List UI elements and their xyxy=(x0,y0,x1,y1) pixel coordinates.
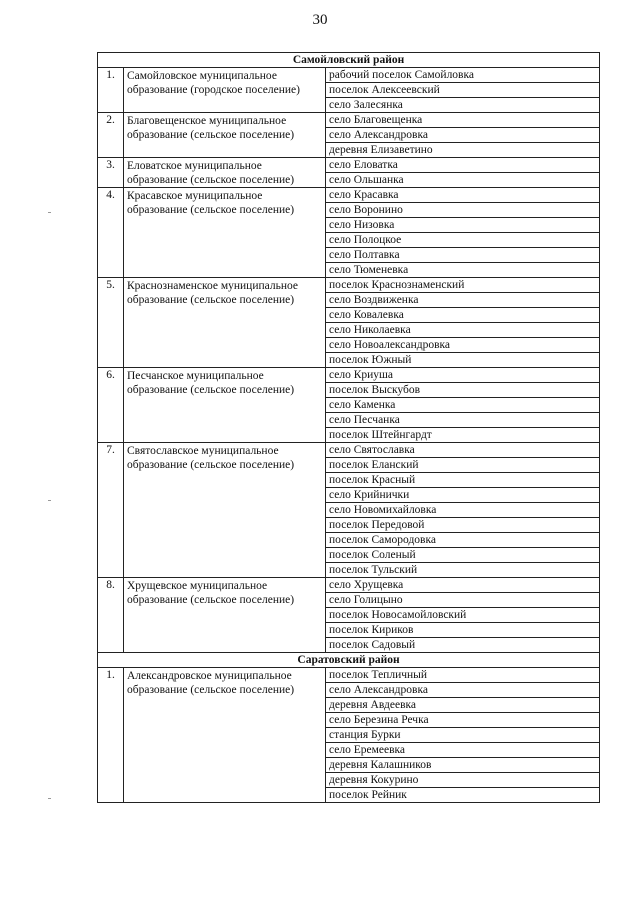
municipality-name: Хрущевское муниципальное образование (сельское поселение) xyxy=(124,578,326,653)
settlement-name: село Полоцкое xyxy=(326,233,600,248)
settlement-name: село Новомихайловка xyxy=(326,503,600,518)
table-row xyxy=(98,368,600,383)
settlement-name: станция Бурки xyxy=(326,728,600,743)
settlement-name: село Голицыно xyxy=(326,593,600,608)
settlement-name: поселок Южный xyxy=(326,353,600,368)
row-number: 7. xyxy=(98,443,124,578)
row-number: 6. xyxy=(98,368,124,443)
row-number: 1. xyxy=(98,68,124,113)
settlement-name: поселок Тепличный xyxy=(326,668,600,683)
settlement-name: поселок Соленый xyxy=(326,548,600,563)
table-row xyxy=(98,668,600,683)
municipality-name: Красавское муниципальное образование (сельское поселение) xyxy=(124,188,326,278)
scan-mark xyxy=(48,212,51,213)
row-number: 2. xyxy=(98,113,124,158)
settlement-name: село Николаевка xyxy=(326,323,600,338)
municipality-name: Александровское муниципальное образование (сельское поселение) xyxy=(124,668,326,803)
settlement-name: поселок Краснознаменский xyxy=(326,278,600,293)
municipality-name: Благовещенское муниципальное образование (сельское поселение) xyxy=(124,113,326,158)
settlement-name: поселок Выскубов xyxy=(326,383,600,398)
municipality-name: Еловатское муниципальное образование (сельское поселение) xyxy=(124,158,326,188)
district-header-row xyxy=(98,653,600,668)
settlement-name: село Воздвиженка xyxy=(326,293,600,308)
settlement-name: деревня Авдеевка xyxy=(326,698,600,713)
settlement-name: село Еловатка xyxy=(326,158,600,173)
settlement-name: село Березина Речка xyxy=(326,713,600,728)
district-name: Саратовский район xyxy=(98,653,600,668)
row-number: 3. xyxy=(98,158,124,188)
settlement-name: село Благовещенка xyxy=(326,113,600,128)
district-header-row xyxy=(98,53,600,68)
settlement-name: деревня Калашников xyxy=(326,758,600,773)
settlement-name: поселок Штейнгардт xyxy=(326,428,600,443)
table-row xyxy=(98,443,600,458)
settlement-name: рабочий поселок Самойловка xyxy=(326,68,600,83)
settlements-table xyxy=(97,52,600,803)
row-number: 8. xyxy=(98,578,124,653)
settlement-name: село Новоалександровка xyxy=(326,338,600,353)
municipality-name: Краснознаменское муниципальное образование (сельское поселение) xyxy=(124,278,326,368)
settlement-name: село Святославка xyxy=(326,443,600,458)
settlement-name: поселок Еланский xyxy=(326,458,600,473)
settlement-name: село Залесянка xyxy=(326,98,600,113)
settlement-name: село Хрущевка xyxy=(326,578,600,593)
settlement-name: поселок Кириков xyxy=(326,623,600,638)
settlements-table-body xyxy=(98,53,600,803)
settlement-name: поселок Алексеевский xyxy=(326,83,600,98)
row-number: 1. xyxy=(98,668,124,803)
table-row xyxy=(98,188,600,203)
table-row xyxy=(98,278,600,293)
settlement-name: село Александровка xyxy=(326,128,600,143)
settlement-name: село Александровка xyxy=(326,683,600,698)
municipality-name: Песчанское муниципальное образование (сельское поселение) xyxy=(124,368,326,443)
scan-mark xyxy=(48,500,51,501)
settlement-name: село Ковалевка xyxy=(326,308,600,323)
settlement-name: поселок Рейник xyxy=(326,788,600,803)
municipality-name: Самойловское муниципальное образование (городское поселение) xyxy=(124,68,326,113)
settlement-name: поселок Новосамойловский xyxy=(326,608,600,623)
row-number: 5. xyxy=(98,278,124,368)
settlement-name: село Полтавка xyxy=(326,248,600,263)
table-row xyxy=(98,113,600,128)
row-number: 4. xyxy=(98,188,124,278)
settlement-name: село Тюменевка xyxy=(326,263,600,278)
settlement-name: село Ольшанка xyxy=(326,173,600,188)
settlement-name: село Воронино xyxy=(326,203,600,218)
settlement-name: деревня Елизаветино xyxy=(326,143,600,158)
municipality-name: Святославское муниципальное образование (сельское поселение) xyxy=(124,443,326,578)
settlement-name: поселок Красный xyxy=(326,473,600,488)
settlement-name: деревня Кокурино xyxy=(326,773,600,788)
settlement-name: поселок Садовый xyxy=(326,638,600,653)
settlement-name: село Каменка xyxy=(326,398,600,413)
table-row xyxy=(98,578,600,593)
settlement-name: село Низовка xyxy=(326,218,600,233)
settlement-name: село Еремеевка xyxy=(326,743,600,758)
settlement-name: село Песчанка xyxy=(326,413,600,428)
table-row xyxy=(98,68,600,83)
table-row xyxy=(98,158,600,173)
settlement-name: село Красавка xyxy=(326,188,600,203)
district-name: Самойловский район xyxy=(98,53,600,68)
scan-mark xyxy=(48,798,51,799)
page-number: 30 xyxy=(312,12,328,28)
settlement-name: поселок Тульский xyxy=(326,563,600,578)
settlement-name: поселок Самородовка xyxy=(326,533,600,548)
settlement-name: поселок Передовой xyxy=(326,518,600,533)
settlement-name: село Криуша xyxy=(326,368,600,383)
settlement-name: село Крийнички xyxy=(326,488,600,503)
